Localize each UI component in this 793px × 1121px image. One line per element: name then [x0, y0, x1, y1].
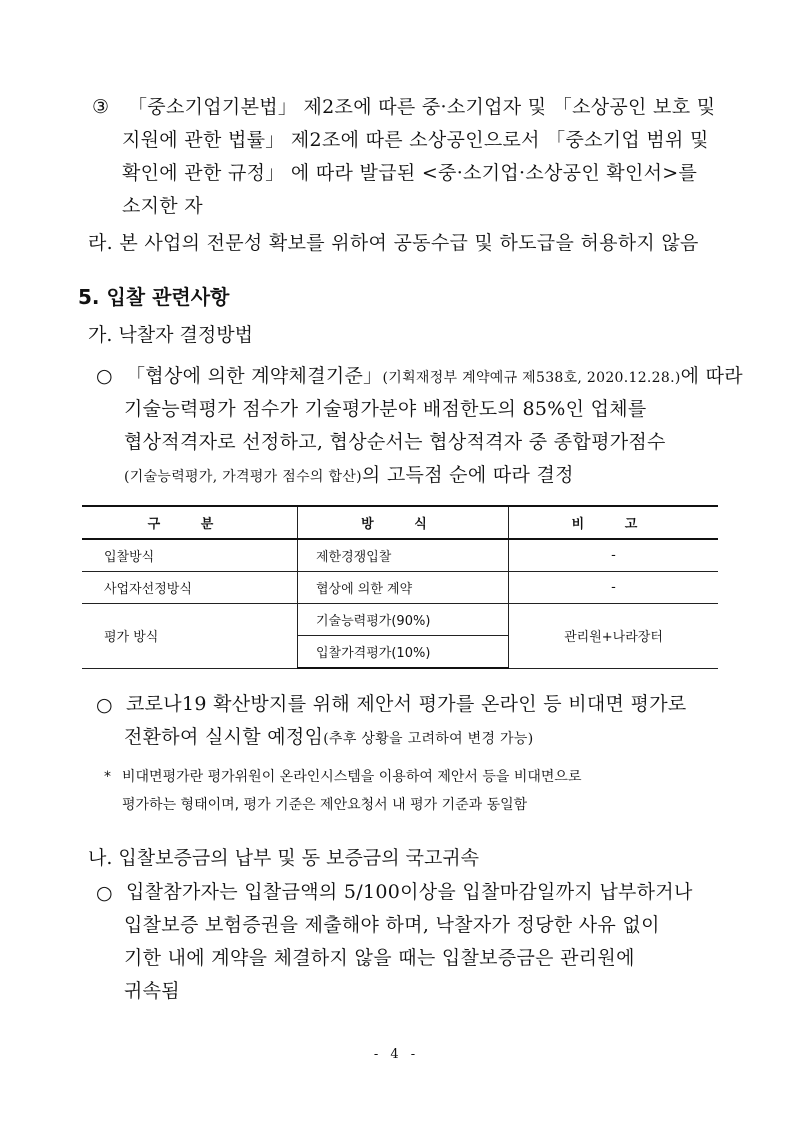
table-row	[82, 572, 718, 604]
na-line-4: 귀속됨	[124, 980, 180, 1002]
note-line-2: 평가하는 형태이며, 평가 기준은 제안요청서 내 평가 기준과 동일함	[122, 797, 528, 813]
covid-line-2-main: 전환하여 실시할 예정임	[124, 726, 324, 748]
na-line-2: 입찰보증 보험증권을 제출해야 하며, 낙찰자가 정당한 사유 없이	[124, 914, 660, 936]
bullet-circle: ○	[96, 694, 113, 716]
na-line-3: 기한 내에 계약을 체결하지 않을 때는 입찰보증금은 관리원에	[124, 947, 635, 969]
note-marker: *	[104, 769, 111, 785]
na-line-1: 입찰참가자는 입찰금액의 5/100이상을 입찰마감일까지 납부하거나	[126, 881, 693, 903]
item-3-line-2: 지원에 관한 법률」 제2조에 따른 소상공인으로서 「중소기업 범위 및	[122, 129, 709, 151]
table-cell-category: 사업자선정방식	[82, 572, 298, 604]
ga-line-2: 기술능력평가 점수가 기술평가분야 배점한도의 85%인 업체를	[124, 398, 647, 420]
item-3-line-1: 「중소기업기본법」 제2조에 따른 중·소기업자 및 「소상공인 보호 및	[128, 96, 716, 118]
table-cell-method: 입찰가격평가(10%)	[298, 636, 509, 669]
section-title: 5. 입찰 관련사항	[78, 285, 230, 309]
bullet-circle: ○	[96, 882, 113, 904]
table-cell-note: 관리원+나라장터	[509, 604, 719, 669]
table-cell-category: 입찰방식	[82, 539, 298, 572]
table-cell-note: -	[509, 572, 719, 604]
item-ra: 라. 본 사업의 전문성 확보를 위하여 공동수급 및 하도급을 허용하지 않음	[88, 232, 699, 254]
item-3-line-4: 소지한 자	[122, 195, 203, 217]
ga-line-1	[126, 361, 743, 393]
table-cell-category: 평가 방식	[82, 604, 298, 669]
table-header-row	[82, 506, 718, 539]
table-header-note: 비 고	[509, 506, 719, 539]
ga-line-3: 협상적격자로 선정하고, 협상순서는 협상적격자 중 종합평가점수	[124, 431, 666, 453]
ga-line-4-small: (기술능력평가, 가격평가 점수의 합산)	[124, 469, 362, 485]
ga-line-4-tail: 의 고득점 순에 따라 결정	[361, 464, 574, 486]
ga-line-1-tail: 에 따라	[680, 365, 743, 387]
subsection-na-heading: 나. 입찰보증금의 납부 및 동 보증금의 국고귀속	[88, 847, 480, 869]
subsection-ga-heading: 가. 낙찰자 결정방법	[88, 324, 253, 346]
bullet-circle: ○	[96, 365, 113, 387]
note-line-1: 비대면평가란 평가위원이 온라인시스템을 이용하여 제안서 등을 비대면으로	[122, 769, 582, 785]
table-header-method: 방 식	[298, 506, 509, 539]
item-3-line-3: 확인에 관한 규정」 에 따라 발급된 <중·소기업·소상공인 확인서>를	[122, 162, 698, 184]
table-row	[82, 604, 718, 636]
table-header-category: 구 분	[82, 506, 298, 539]
item-3-marker: ③	[92, 96, 110, 118]
table-cell-method: 제한경쟁입찰	[298, 539, 509, 572]
table-row	[82, 539, 718, 572]
ga-line-1-small: (기획재정부 계약예규 제538호, 2020.12.28.)	[382, 370, 681, 386]
bid-method-table	[82, 505, 718, 669]
covid-line-2-small: (추후 상황을 고려하여 변경 가능)	[323, 731, 534, 747]
covid-line-1: 코로나19 확산방지를 위해 제안서 평가를 온라인 등 비대면 평가로	[126, 693, 687, 715]
ga-line-1-main: 「협상에 의한 계약체결기준」	[126, 365, 383, 387]
table-cell-note: -	[509, 539, 719, 572]
ga-line-4	[124, 460, 574, 492]
covid-line-2	[124, 722, 533, 754]
table-cell-method: 기술능력평가(90%)	[298, 604, 509, 636]
table-cell-method: 협상에 의한 계약	[298, 572, 509, 604]
page-number: - 4 -	[373, 1047, 420, 1062]
